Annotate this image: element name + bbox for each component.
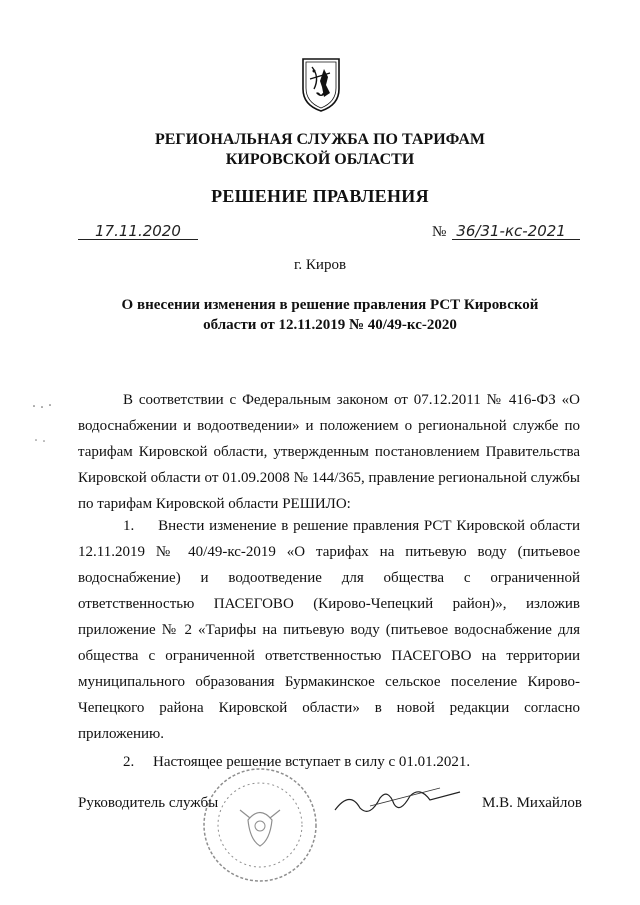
official-seal-stamp-icon	[200, 760, 320, 890]
kirov-coat-of-arms-icon	[300, 55, 342, 113]
document-title: РЕШЕНИЕ ПРАВЛЕНИЯ	[211, 186, 429, 206]
number-sign: №	[432, 224, 447, 240]
signatory-position: Руководитель службы	[78, 795, 219, 811]
scan-noise	[30, 400, 70, 460]
organization-name-line2: КИРОВСКОЙ ОБЛАСТИ	[225, 151, 415, 168]
preamble-paragraph: В соответствии с Федеральным законом от 07.12.2011 № 416-ФЗ «О водоснабжении и водоотведении» и положением о региональной службе по тарифам Кировской области, утвержденным постановлением Правительства Кировской области от 01.09.2008 № 144/365, правление региональной службы по тарифам Кировской области РЕШИЛО:	[78, 392, 580, 512]
decision-subject: О внесении изменения в решение правления РСТ Кировской области от 12.11.2019 № 40/49-кс-2020	[121, 297, 539, 333]
handwritten-signature	[330, 780, 470, 820]
number-value: 36/31-кс-2021	[456, 222, 566, 240]
signatory-name: М.В. Михайлов	[481, 795, 582, 811]
city: г. Киров	[293, 257, 347, 273]
number-underline	[452, 239, 580, 240]
decision-item-2: 2. Настоящее решение вступает в силу с 01.01.2021.	[123, 754, 471, 770]
document-date: 17.11.2020	[95, 222, 181, 240]
organization-name-line1: РЕГИОНАЛЬНАЯ СЛУЖБА ПО ТАРИФАМ	[154, 131, 486, 148]
date-underline	[78, 239, 198, 240]
decision-item-1: 1. Внести изменение в решение правления РСТ Кировской области 12.11.2019 № 40/49-кс-2019 «О тарифах на питьевую воду (питьевое водоснабжение) и водоотведение для общества с ограниченной ответственностью ПАСЕГОВО (Кирово-Чепецкий район)», изложив приложение № 2 «Тарифы на питьевую воду (питьевое водоснабжение для общества с ограниченной ответственностью ПАСЕГОВО на территории муниципального образования Бурмакинское сельское поселение Кирово-Чепецкого района Кировской области» в новой редакции согласно приложению.	[78, 518, 580, 742]
